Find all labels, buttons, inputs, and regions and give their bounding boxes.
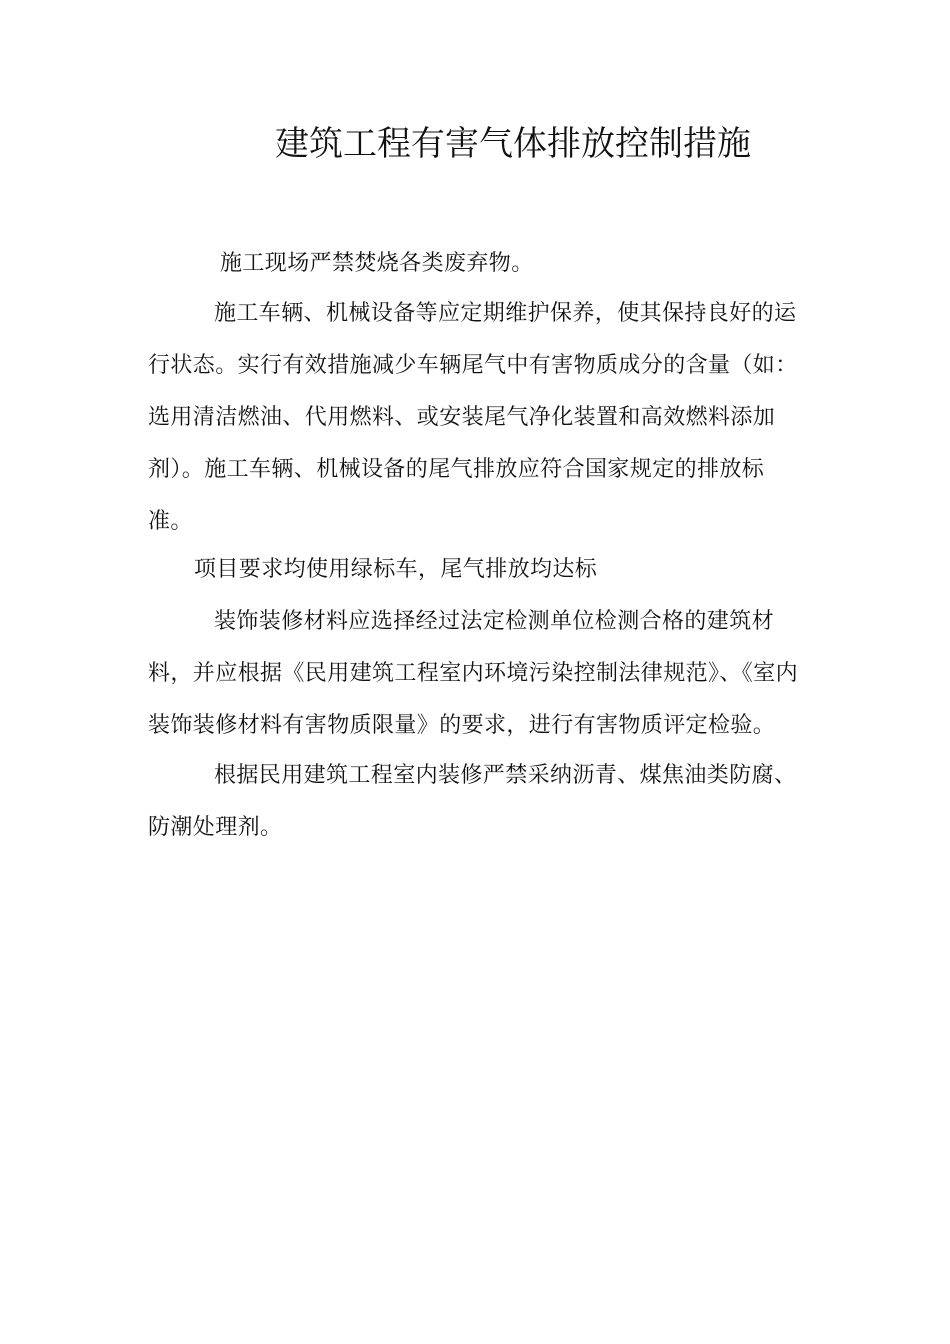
paragraph-no-burning-waste: 施工现场严禁焚烧各类废弃物。: [220, 251, 534, 276]
paragraph-decoration-materials: 装饰装修材料应选择经过法定检测单位检测合格的建筑材料，并应根据《民用建筑工程室内环境污染控制法律规范》、《室内装饰装修材料有害物质限量》的要求，进行有害物质评定检验。: [148, 609, 799, 738]
paragraph-prohibited-treatments: 根据民用建筑工程室内装修严禁采纳沥青、煤焦油类防腐、防潮处理剂。: [148, 763, 797, 840]
paragraph-green-label-vehicles: 项目要求均使用绿标车，尾气排放均达标: [194, 557, 598, 582]
document-title: 建筑工程有害气体排放控制措施: [275, 124, 751, 164]
paragraph-vehicle-maintenance: 施工车辆、机械设备等应定期维护保养，使其保持良好的运行状态。实行有效措施减少车辆尾气中有害物质成分的含量（如：选用清洁燃油、代用燃料、或安装尾气净化装置和高效燃料添加剂）。施工车辆、机械设备的尾气排放应符合国家规定的排放标准。: [148, 301, 798, 534]
